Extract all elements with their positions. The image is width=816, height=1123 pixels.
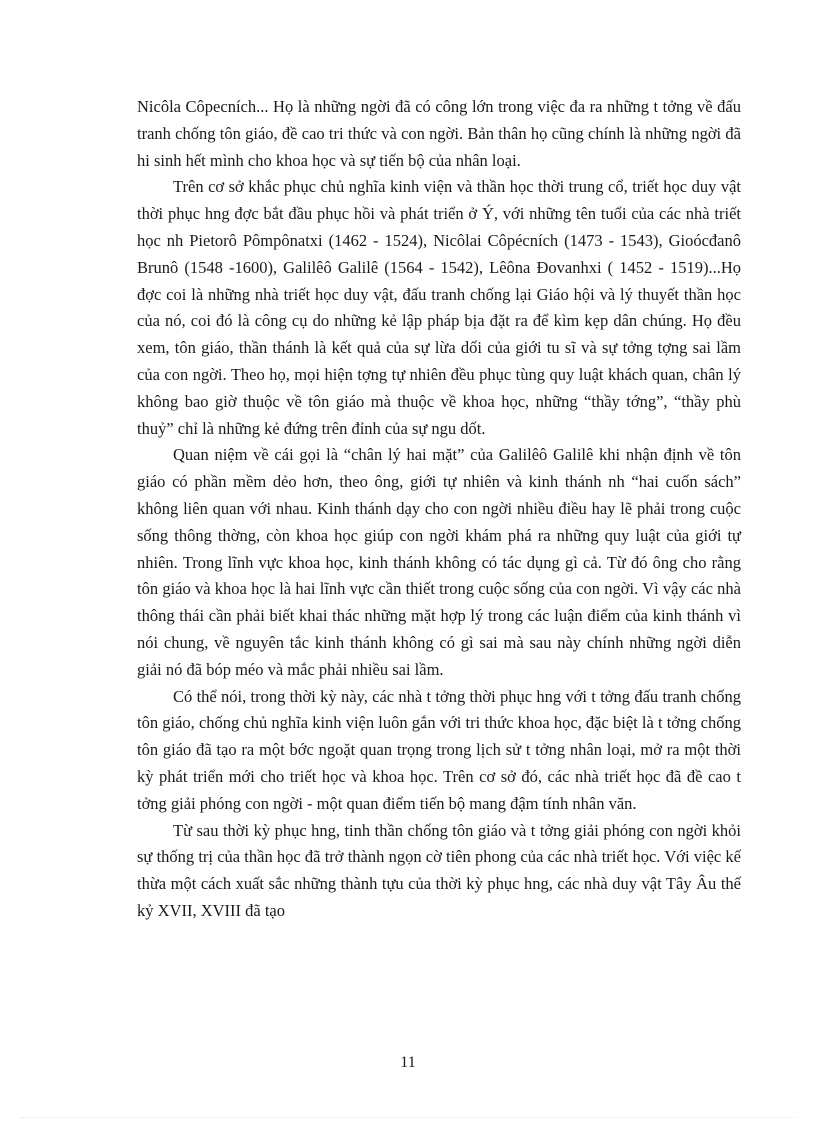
page-number: 11 [400, 1054, 416, 1071]
paragraph-4: Có thể nói, trong thời kỳ này, các nhà t tởng thời phục hng với t tởng đấu tranh chống tôn giáo, chống chủ nghĩa kinh viện luôn gắn với tri thức khoa học, đặc biệt là t tởng chống tôn giáo đã tạo ra một bớc ngoặt quan trọng trong lịch sử t tởng nhân loại, mở ra một thời kỳ phát triển mới cho triết học và khoa học. Trên cơ sở đó, các nhà triết học đã đề cao t tởng giải phóng con ngời - một quan điểm tiến bộ mang đậm tính nhân văn. [137, 686, 741, 813]
bottom-divider [20, 1117, 796, 1118]
paragraph-3: Quan niệm về cái gọi là “chân lý hai mặt” của Galilêô Galilê khi nhận định về tôn giáo có phần mềm dẻo hơn, theo ông, giới tự nhiên và kinh thánh nh “hai cuốn sách” không liên quan với nhau. Kinh thánh dạy cho con ngời nhiều điều hay lẽ phải trong cuộc sống thông thờng, còn khoa học giúp con ngời khám phá ra những quy luật của giới tự nhiên. Trong lĩnh vực khoa học, kinh thánh không có tác dụng gì cả. Từ đó ông cho rằng tôn giáo và khoa học là hai lĩnh vực cần thiết trong cuộc sống của con ngời. Vì vậy các nhà thông thái cần phải biết khai thác những mặt hợp lý trong các luận điểm của kinh thánh vì nói chung, về nguyên tắc kinh thánh không có gì sai mà sau này chính những ngời diễn giải nó đã bóp méo và mắc phải nhiều sai lầm. [137, 445, 741, 679]
paragraph-2: Trên cơ sở khắc phục chủ nghĩa kinh viện và thần học thời trung cổ, triết học duy vật thời phục hng đợc bắt đầu phục hồi và phát triển ở Ý, với những tên tuổi của các nhà triết học nh Pietorô Pômpônatxi (1462 - 1524), Nicôlai Côpécních (1473 - 1543), Gioócđanô Brunô (1548 -1600), Galilêô Galilê (1564 - 1542), Lêôna Đovanhxi ( 1452 - 1519)...Họ đợc coi là những nhà triết học duy vật, đấu tranh chống lại Giáo hội và lý thuyết thần học của nó, coi đó là công cụ do những kẻ lập pháp bịa đặt ra để kìm kẹp dân chúng. Họ đều xem, tôn giáo, thần thánh là kết quả của sự lừa dối của giới tu sĩ và sự tởng tợng sai lầm của con ngời. Theo họ, mọi hiện tợng tự nhiên đều phục tùng quy luật khách quan, chân lý không bao giờ thuộc về tôn giáo mà thuộc về khoa học, những “thầy tớng”, “thầy phù thuỷ” chỉ là những kẻ đứng trên đỉnh của sự ngu dốt. [137, 177, 741, 438]
body-text [137, 94, 741, 925]
paragraph-5: Từ sau thời kỳ phục hng, tinh thần chống tôn giáo và t tởng giải phóng con ngời khỏi sự thống trị của thần học đã trở thành ngọn cờ tiên phong của các nhà triết học. Với việc kế thừa một cách xuất sắc những thành tựu của thời kỳ phục hng, các nhà duy vật Tây Âu thế kỷ XVII, XVIII đã tạo [137, 820, 741, 920]
paragraph-1: Nicôla Côpecních... Họ là những ngời đã có công lớn trong việc đa ra những t tởng về đấu tranh chống tôn giáo, đề cao tri thức và con ngời. Bản thân họ cũng chính là những ngời đã hi sinh hết mình cho khoa học và sự tiến bộ của nhân loại. [137, 97, 741, 170]
